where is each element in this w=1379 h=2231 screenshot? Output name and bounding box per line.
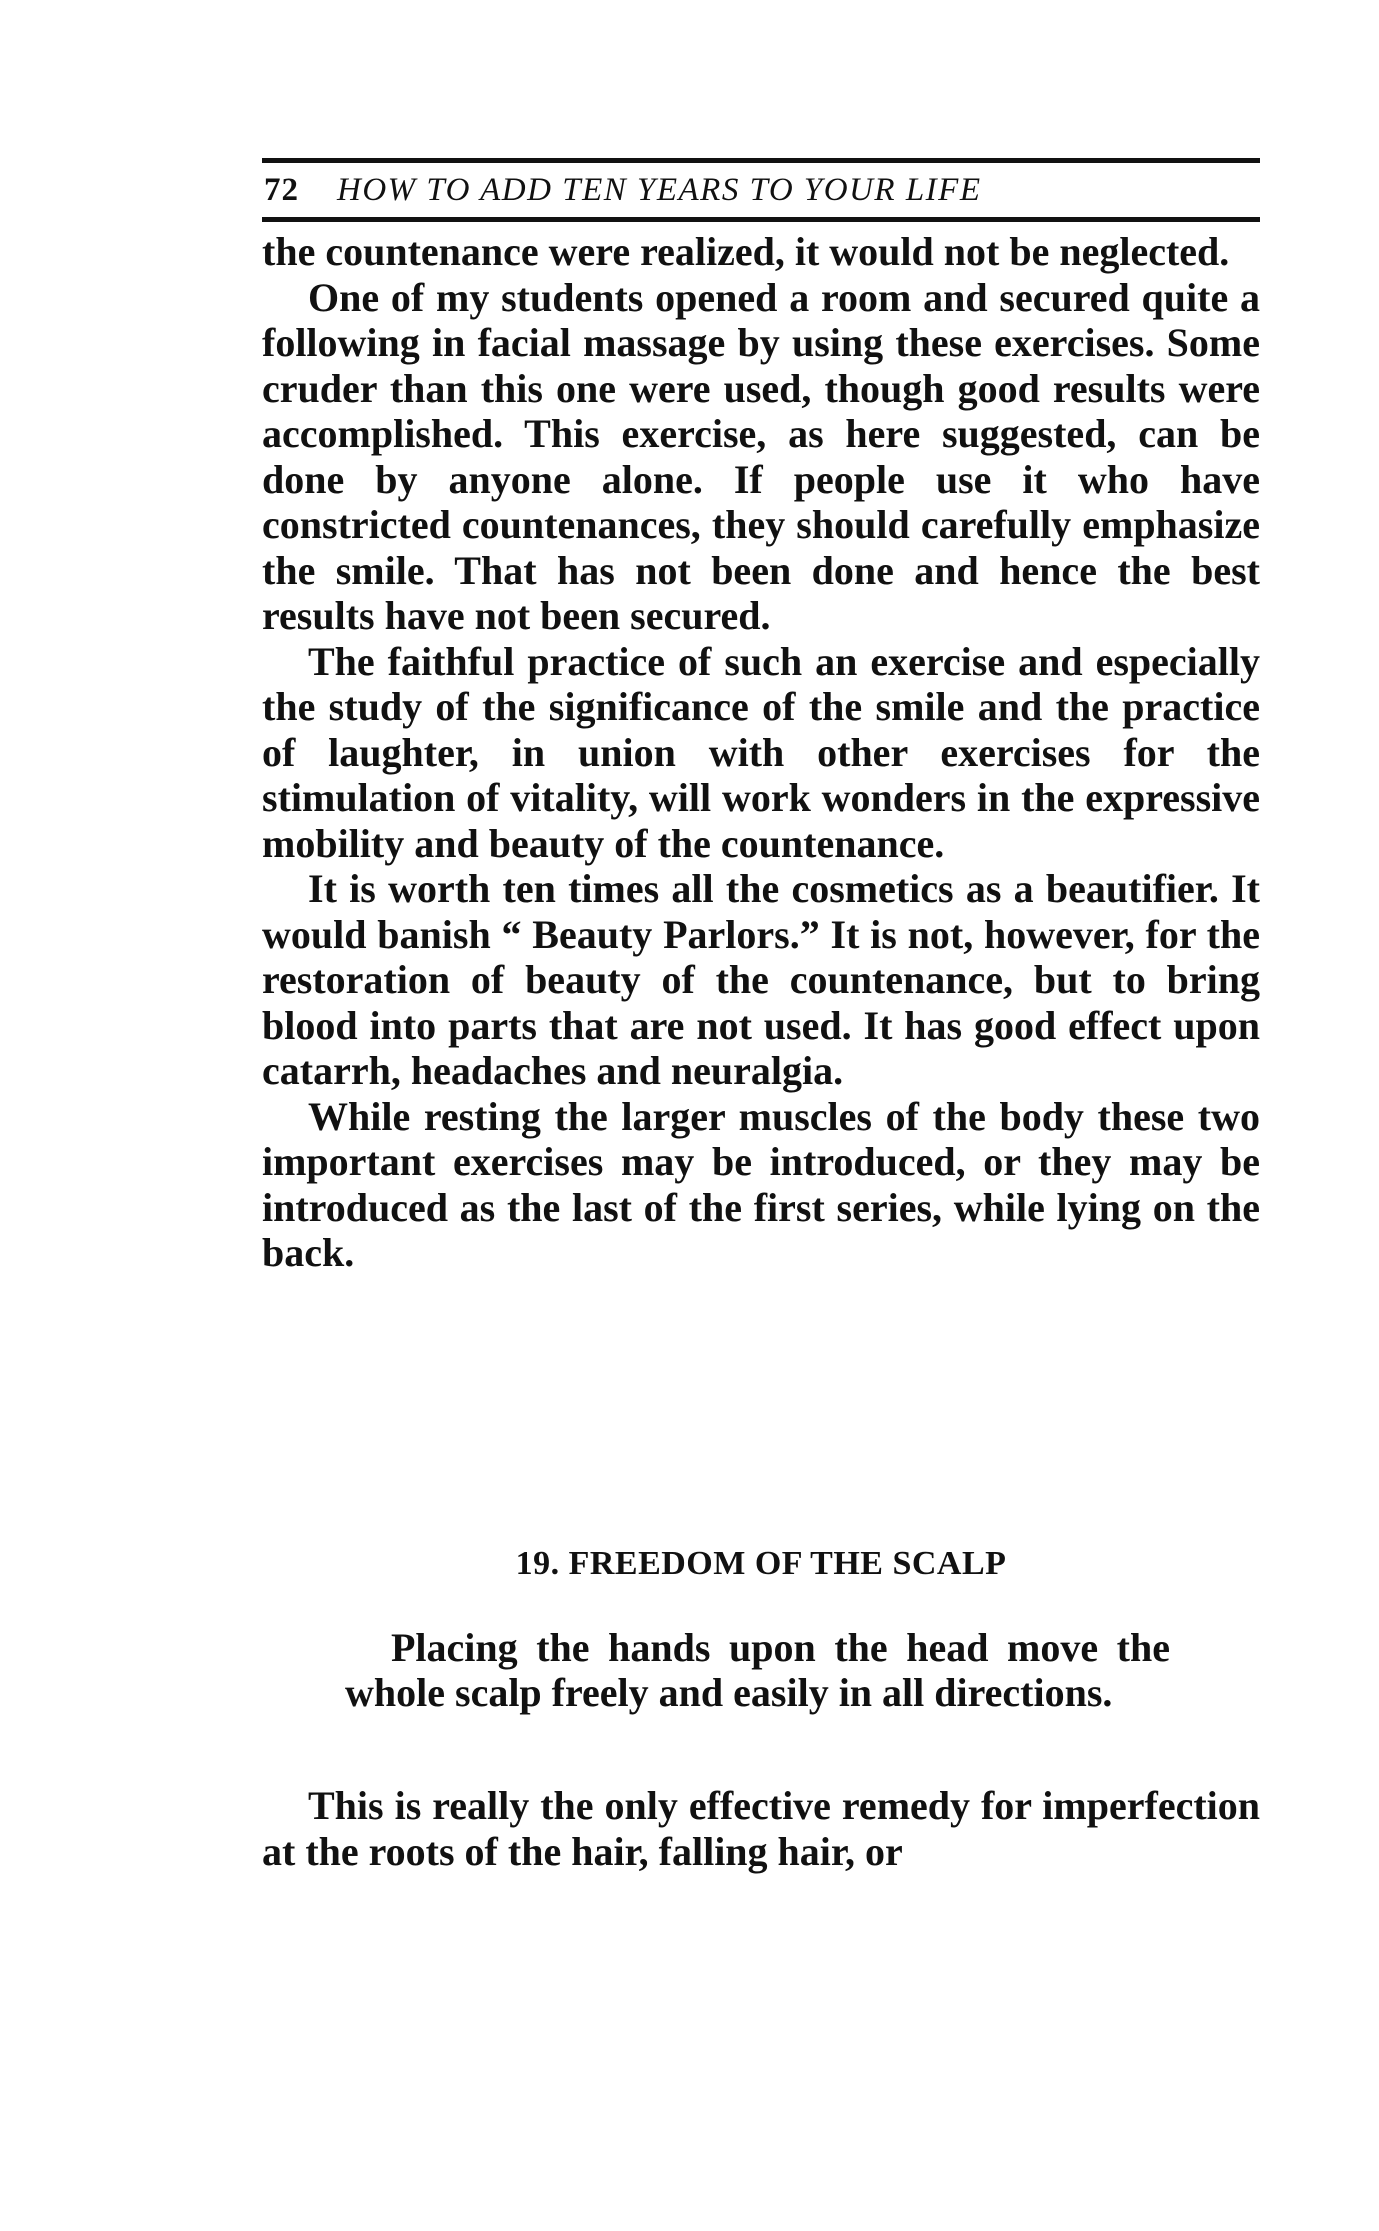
paragraph-cosmetics: It is worth ten times all the cosmetics as a beautifier. It would banish “ Beauty Parlors.” It is not, however, for the restoration of beauty of the countenance, but to bring blood into parts that are not used. It has good effect upon catarrh, headaches and neuralgia. [262, 866, 1260, 1093]
closing-paragraph: This is really the only effective remedy for imperfection at the roots of the hair, falling hair, or [262, 1783, 1260, 1874]
body-text [262, 229, 1260, 1276]
paragraph-continued: the countenance were realized, it would not be neglected. [262, 229, 1230, 274]
paragraph-faithful-practice: The faithful practice of such an exercise and especially the study of the significance of the smile and the practice of laughter, in union with other exercises for the stimulation of vitality, will work wonders in the expressive mobility and beauty of the countenance. [262, 638, 1260, 866]
exercise-instruction [345, 1625, 1170, 1715]
paragraph-students: One of my students opened a room and secured quite a following in facial massage by using these exercises. Some cruder than this one were used, though good results were accomplished. This exercise, as here suggested, can be done by anyone alone. If people use it who have constricted countenances, they should carefully emphasize the smile. That has not been done and hence the best results have not been secured. [262, 274, 1260, 638]
page-number: 72 [264, 171, 299, 208]
running-head [262, 158, 1260, 222]
section-heading: 19. FREEDOM OF THE SCALP [515, 1545, 1007, 1582]
closing-text [262, 1783, 1260, 1874]
paragraph-resting-muscles: While resting the larger muscles of the body these two important exercises may be introduced, or they may be introduced as the last of the first series, while lying on the back. [262, 1093, 1260, 1275]
running-head-title: HOW TO ADD TEN YEARS TO YOUR LIFE [337, 171, 982, 208]
instruction-text: Placing the hands upon the head move the whole scalp freely and easily in all directions. [345, 1625, 1170, 1715]
